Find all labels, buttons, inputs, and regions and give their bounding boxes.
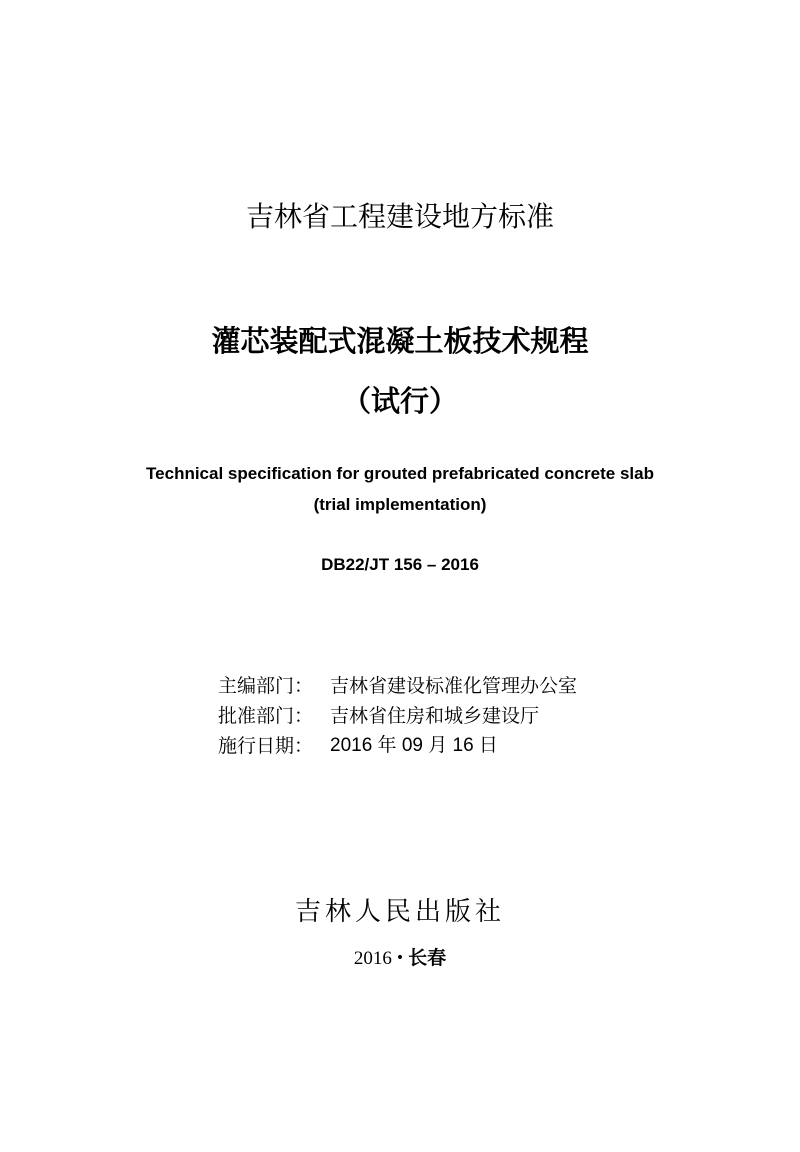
info-value: 2016 年 09 月 16 日: [330, 735, 498, 756]
info-row-editor: [218, 673, 738, 699]
info-label: 主编部门：: [218, 675, 314, 697]
series-title: 吉林省工程建设地方标准: [245, 200, 554, 233]
document-subtitle: （试行）: [341, 384, 458, 418]
separator-dot: •: [395, 950, 405, 966]
english-title-line-2: (trial implementation): [313, 495, 487, 514]
info-value: 吉林省住房和城乡建设厅: [330, 705, 540, 727]
publisher-name: 吉林人民出版社: [294, 897, 505, 927]
english-title-line-1: Technical specification for grouted prefabricated concrete slab: [146, 464, 654, 483]
info-row-effective-date: [218, 733, 738, 759]
publication-year-place: [0, 945, 800, 971]
info-label: 施行日期：: [218, 735, 314, 757]
info-value: 吉林省建设标准化管理办公室: [330, 675, 578, 697]
standard-code: DB22/JT 156 – 2016: [321, 555, 479, 574]
document-title: 灌芯装配式混凝土板技术规程: [211, 324, 589, 358]
publication-city: 长春: [408, 947, 447, 969]
info-row-approver: [218, 703, 738, 729]
publication-year: 2016: [353, 948, 392, 969]
info-label: 批准部门：: [218, 705, 314, 727]
